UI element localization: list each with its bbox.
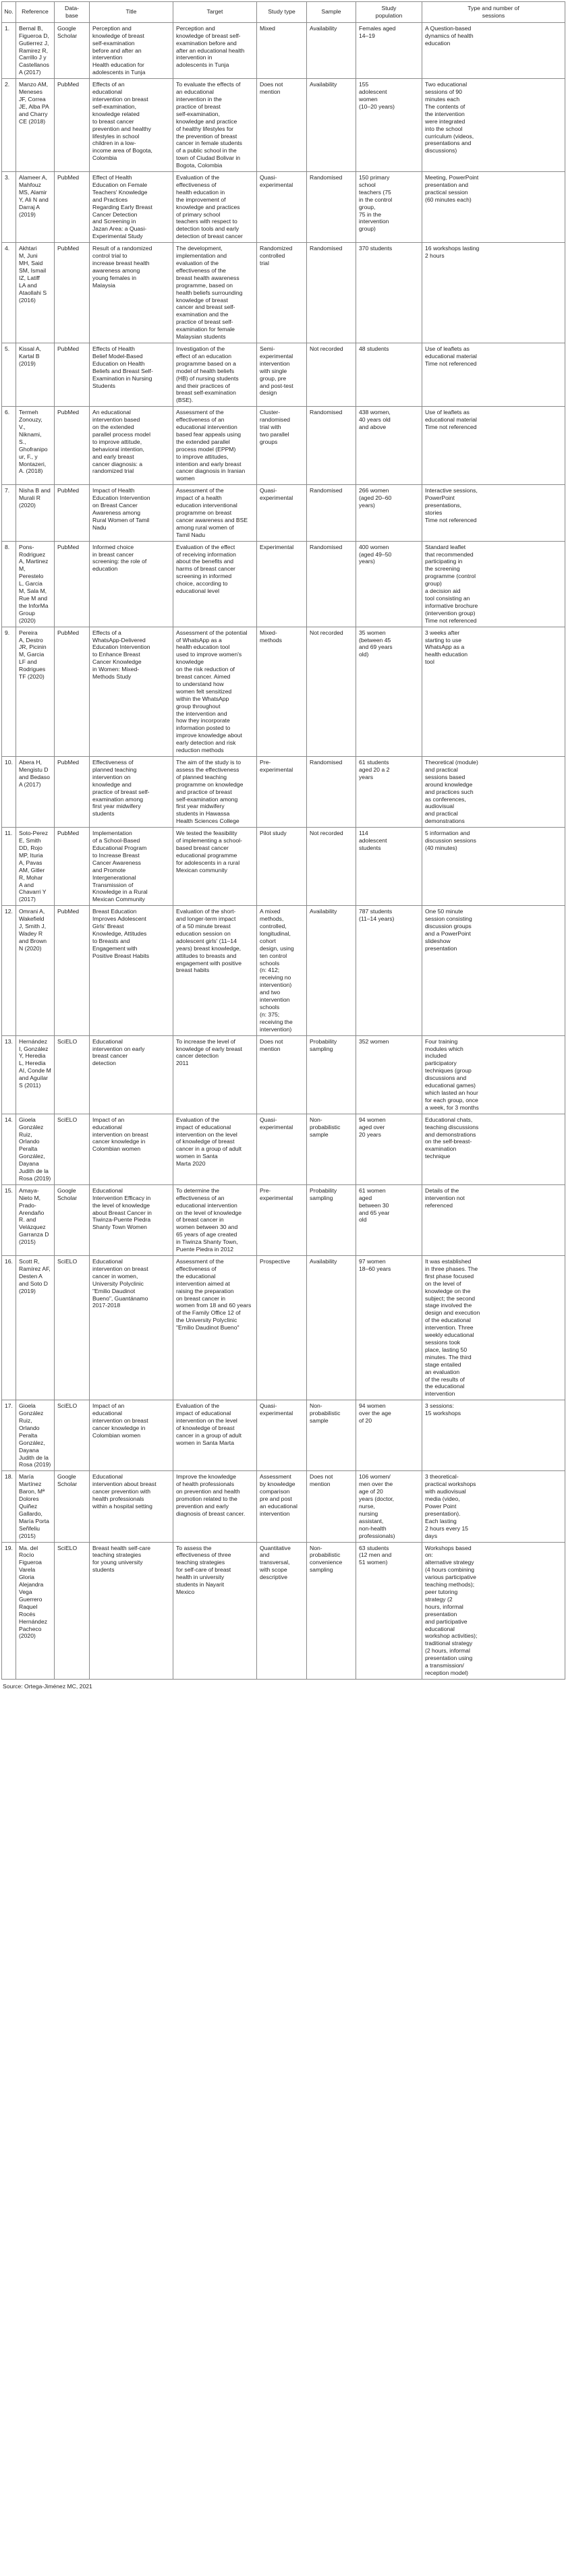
cell-no: 19. xyxy=(2,1542,16,1679)
cell-target: Evaluation of the impact of educational intervention on the level of knowledge of breast cancer in a group of adult women in Santa Marta 2020 xyxy=(173,1114,257,1184)
cell-title: Impact of an educational intervention on breast cancer knowledge in Colombian women xyxy=(90,1114,173,1184)
cell-no: 7. xyxy=(2,485,16,541)
cell-reference: Pereira A, Destro JR, Picinin M, Garcia LF and Rodrigues TF (2020) xyxy=(16,627,55,756)
cell-study-population: 266 women (aged 20–60 years) xyxy=(356,485,422,541)
cell-reference: Soto-Perez E, Smith DD, Rojo MP, Ituria A, Pavas AM, Gitler R, Mohar A and Chavarri Y (2017) xyxy=(16,828,55,906)
cell-sample: Non- probabilistic sample xyxy=(307,1114,356,1184)
cell-title: Result of a randomized control trial to increase breast health awareness among young females in Malaysia xyxy=(90,243,173,343)
cell-reference: Omrani A, Wakefield J, Smith J, Wadey R and Brown N (2020) xyxy=(16,906,55,1035)
table-header xyxy=(2,2,565,23)
cell-sessions: Meeting, PowerPoint presentation and practical session (60 minutes each) xyxy=(422,172,565,243)
header-sessions: Type and number of sessions xyxy=(422,2,565,23)
cell-study-population: 370 students xyxy=(356,243,422,343)
cell-no: 8. xyxy=(2,541,16,627)
cell-no: 15. xyxy=(2,1184,16,1255)
cell-title: Breast Education Improves Adolescent Girls' Breast Knowledge, Attitudes to Breasts and Engagement with Positive Breast Habits xyxy=(90,906,173,1035)
cell-database: PubMed xyxy=(55,627,90,756)
cell-study-type: Pilot study xyxy=(257,828,307,906)
cell-database: SciELO xyxy=(55,1035,90,1114)
cell-study-type: Does not mention xyxy=(257,1035,307,1114)
header-target: Target xyxy=(173,2,257,23)
header-reference: Reference xyxy=(16,2,55,23)
cell-target: Assessment of the effectiveness of the educational intervention aimed at raising the preparation on breast cancer in women from 18 and 60 years of the Family Office 12 of the University Polyclinic "Emilio Daudinot Bueno" xyxy=(173,1256,257,1400)
cell-reference: Abera H, Mengistu D and Bedaso A (2017) xyxy=(16,757,55,828)
cell-sessions: Use of leaflets as educational material Time not referenced xyxy=(422,343,565,406)
cell-title: Effects of a WhatsApp-Delivered Education Intervention to Enhance Breast Cancer Knowledge in Women: Mixed- Methods Study xyxy=(90,627,173,756)
cell-target: To increase the level of knowledge of early breast cancer detection 2011 xyxy=(173,1035,257,1114)
cell-study-population: 61 students aged 20 a 2 years xyxy=(356,757,422,828)
cell-sample: Randomised xyxy=(307,243,356,343)
cell-sessions: 3 weeks after starting to use WhatsApp as a health education tool xyxy=(422,627,565,756)
cell-sessions: It was established in three phases. The first phase focused on the level of knowledge on the subject; the second stage involved the design and execution of the educational intervention. Three weekly educational sessions took place, lasting 50 minutes. The third stage entailed an evaluation of the results of the educational intervention xyxy=(422,1256,565,1400)
cell-no: 11. xyxy=(2,828,16,906)
header-study-type: Study type xyxy=(257,2,307,23)
cell-title: Perception and knowledge of breast self-examination before and after an intervention Health education for adolescents in Tunja xyxy=(90,22,173,78)
cell-database: SciELO xyxy=(55,1256,90,1400)
cell-sessions: Details of the intervention not referenced xyxy=(422,1184,565,1255)
cell-study-type: Does not mention xyxy=(257,79,307,172)
cell-no: 5. xyxy=(2,343,16,406)
table-row xyxy=(2,343,565,406)
table-row xyxy=(2,906,565,1035)
cell-study-type: Quasi- experimental xyxy=(257,1400,307,1471)
cell-sample: Randomised xyxy=(307,485,356,541)
cell-study-type: Assessment by knowledge comparison pre and post an educational intervention xyxy=(257,1471,307,1542)
cell-sample: Randomised xyxy=(307,407,356,485)
table-row xyxy=(2,1256,565,1400)
cell-study-type: Randomized controlled trial xyxy=(257,243,307,343)
cell-no: 18. xyxy=(2,1471,16,1542)
cell-study-population: 352 women xyxy=(356,1035,422,1114)
cell-no: 10. xyxy=(2,757,16,828)
cell-sessions: 3 sessions: 15 workshops xyxy=(422,1400,565,1471)
cell-study-type: Quasi- experimental xyxy=(257,1114,307,1184)
header-database: Data- base xyxy=(55,2,90,23)
cell-title: Effectiveness of planned teaching intervention on knowledge and practice of breast self- examination among first year midwifery students xyxy=(90,757,173,828)
cell-title: Educational intervention about breast cancer prevention with health professionals within a hospital setting xyxy=(90,1471,173,1542)
cell-database: SciELO xyxy=(55,1400,90,1471)
cell-title: An educational intervention based on the extended parallel process model to improve attitude, behavioral intention, and early breast cancer diagnosis: a randomized trial xyxy=(90,407,173,485)
cell-database: PubMed xyxy=(55,485,90,541)
table-row xyxy=(2,1035,565,1114)
cell-study-type: Mixed- methods xyxy=(257,627,307,756)
cell-target: Evaluation of the short- and longer-term impact of a 50 minute breast education session on adolescent girls' (11–14 years) breast knowledge, attitudes to breasts and engagement with positive breast habits xyxy=(173,906,257,1035)
cell-reference: Gioela González Ruiz, Orlando Peralta González, Dayana Judith de la Rosa (2019) xyxy=(16,1114,55,1184)
cell-title: Educational intervention on early breast cancer detection xyxy=(90,1035,173,1114)
cell-reference: Hernández I, González Y, Heredia L, Heredia AI, Conde M and Aguilar S (2011) xyxy=(16,1035,55,1114)
cell-reference: Bernal B, Figueroa D, Gutierrez J, Ramirez R, Carrillo J y Castellanos A (2017) xyxy=(16,22,55,78)
cell-sample: Not recorded xyxy=(307,627,356,756)
cell-study-population: Females aged 14–19 xyxy=(356,22,422,78)
cell-database: Google Scholar xyxy=(55,1184,90,1255)
table-row xyxy=(2,22,565,78)
cell-target: Assessment of the potential of WhatsApp as a health education tool used to improve women's knowledge on the risk reduction of breast cancer. Aimed to understand how women felt sensitized within the WhatsApp group throughout the intervention and how they incorporate information posted to improve knowledge about early detection and risk reduction methods xyxy=(173,627,257,756)
cell-target: We tested the feasibility of implementing a school- based breast cancer educational programme for adolescents in a rural Mexican community xyxy=(173,828,257,906)
cell-title: Informed choice in breast cancer screening: the role of education xyxy=(90,541,173,627)
cell-title: Effect of Health Education on Female Teachers' Knowledge and Practices Regarding Early Breast Cancer Detection and Screening in Jazan Area: a Quasi- Experimental Study xyxy=(90,172,173,243)
cell-study-population: 438 women, 40 years old and above xyxy=(356,407,422,485)
cell-no: 6. xyxy=(2,407,16,485)
cell-reference: María Martínez Baron, Mª Dolores Quiñez Gallardo, María Porta Señfeliu (2015) xyxy=(16,1471,55,1542)
cell-target: To assess the effectiveness of three teaching strategies for self-care of breast health in university students in Nayarit Mexico xyxy=(173,1542,257,1679)
cell-reference: Pons- Rodriguez A, Martinez M, Perestelo L, Garcia M, Sala M, Rue M and the InforMa Group (2020) xyxy=(16,541,55,627)
cell-database: PubMed xyxy=(55,541,90,627)
cell-study-population: 114 adolescent students xyxy=(356,828,422,906)
cell-study-population: 106 women/ men over the age of 20 years (doctor, nurse, nursing assistant, non-health professionals) xyxy=(356,1471,422,1542)
cell-reference: Kissal A, Kartal B (2019) xyxy=(16,343,55,406)
cell-sample: Availability xyxy=(307,1256,356,1400)
cell-sample: Availability xyxy=(307,79,356,172)
cell-study-type: Prospective xyxy=(257,1256,307,1400)
cell-sample: Does not mention xyxy=(307,1471,356,1542)
cell-sessions: Theoretical (module) and practical sessions based around knowledge and practices such as conferences, audiovisual and practical demonstrations xyxy=(422,757,565,828)
cell-target: Evaluation of the impact of educational intervention on the level of knowledge of breast cancer in a group of adult women in Santa Marta xyxy=(173,1400,257,1471)
cell-sample: Not recorded xyxy=(307,343,356,406)
cell-study-population: 61 women aged between 30 and 65 year old xyxy=(356,1184,422,1255)
cell-reference: Amaya- Nieto M, Prado- Arendaño R. and Velázquez Garranza D (2015) xyxy=(16,1184,55,1255)
cell-sample: Not recorded xyxy=(307,828,356,906)
cell-no: 9. xyxy=(2,627,16,756)
table-body xyxy=(2,22,565,1679)
cell-database: Google Scholar xyxy=(55,1471,90,1542)
cell-target: Assessment of the impact of a health education interventional programme on breast cancer awareness and BSE among rural women of Tamil Nadu xyxy=(173,485,257,541)
cell-sessions: 5 information and discussion sessions (40 minutes) xyxy=(422,828,565,906)
table-row xyxy=(2,1184,565,1255)
cell-study-population: 48 students xyxy=(356,343,422,406)
cell-database: Google Scholar xyxy=(55,22,90,78)
cell-reference: Scott R, Ramírez AF, Desten A and Soto D (2019) xyxy=(16,1256,55,1400)
cell-sessions: Workshops based on: alternative strategy (4 hours combining various participative teaching methods); peer tutoring strategy (2 hours, informal presentation and participative educational workshop activities); traditional strategy (2 hours, informal presentation using a transmission/ reception model) xyxy=(422,1542,565,1679)
cell-sessions: A Question-based dynamics of health education xyxy=(422,22,565,78)
cell-study-population: 35 women (between 45 and 69 years old) xyxy=(356,627,422,756)
cell-reference: Manzo AM, Meneses JF, Correa JE, Alba PA and Charry CE (2018) xyxy=(16,79,55,172)
header-study-population: Study population xyxy=(356,2,422,23)
cell-database: SciELO xyxy=(55,1542,90,1679)
cell-reference: Gioela González Ruiz, Orlando Peralta González, Dayana Judith de la Rosa (2019) xyxy=(16,1400,55,1471)
cell-database: PubMed xyxy=(55,407,90,485)
table-row xyxy=(2,541,565,627)
table-row xyxy=(2,828,565,906)
review-table xyxy=(1,1,565,1680)
cell-title: Implementation of a School-Based Educational Program to Increase Breast Cancer Awareness and Promote Intergenerational Transmission of Knowledge in a Rural Mexican Community xyxy=(90,828,173,906)
cell-no: 1. xyxy=(2,22,16,78)
cell-title: Educational intervention on breast cancer in women, University Polyclinic "Emilio Daudinot Bueno", Guantánamo 2017-2018 xyxy=(90,1256,173,1400)
cell-study-population: 787 students (11–14 years) xyxy=(356,906,422,1035)
cell-study-population: 94 women over the age of 20 xyxy=(356,1400,422,1471)
cell-sessions: Use of leaflets as educational material Time not referenced xyxy=(422,407,565,485)
cell-target: Evaluation of the effect of receiving information about the benefits and harms of breast cancer screening in informed choice, according to educational level xyxy=(173,541,257,627)
table-row xyxy=(2,243,565,343)
table-row xyxy=(2,757,565,828)
cell-study-population: 155 adolescent women (10–20 years) xyxy=(356,79,422,172)
cell-study-type: Quasi- experimental xyxy=(257,172,307,243)
cell-sessions: Standard leaflet that recommended participating in the screening programme (control group) a decision aid tool consisting an informative brochure (intervention group) Time not referenced xyxy=(422,541,565,627)
cell-target: Perception and knowledge of breast self- examination before and after an educational health intervention in adolescents in Tunja xyxy=(173,22,257,78)
cell-study-type: Pre- experimental xyxy=(257,1184,307,1255)
cell-no: 16. xyxy=(2,1256,16,1400)
cell-sessions: One 50 minute session consisting discussion groups and a PowerPoint slideshow presentation xyxy=(422,906,565,1035)
cell-no: 4. xyxy=(2,243,16,343)
header-sample: Sample xyxy=(307,2,356,23)
cell-sessions: Educational chats, teaching discussions and demonstrations on the self-breast- examination technique xyxy=(422,1114,565,1184)
cell-sample: Non- probabilistic sample xyxy=(307,1400,356,1471)
cell-target: Assessment of the effectiveness of an educational intervention based fear appeals using the extended parallel process model (EPPM) to improve attitudes, intention and early breast cancer diagnosis in Iranian women xyxy=(173,407,257,485)
table-row xyxy=(2,627,565,756)
cell-database: PubMed xyxy=(55,828,90,906)
cell-study-population: 94 women aged over 20 years xyxy=(356,1114,422,1184)
cell-study-type: A mixed methods, controlled, longitudinal, cohort design, using ten control schools (n: 412; receiving no intervention) and two intervention schools (n: 375; receiving the intervention) xyxy=(257,906,307,1035)
cell-database: PubMed xyxy=(55,757,90,828)
header-row xyxy=(2,2,565,23)
cell-sample: Probability sampling xyxy=(307,1184,356,1255)
cell-study-type: Mixed xyxy=(257,22,307,78)
cell-reference: Nisha B and Murali R (2020) xyxy=(16,485,55,541)
table-row xyxy=(2,1471,565,1542)
cell-sample: Availability xyxy=(307,906,356,1035)
cell-title: Effects of Health Belief Model-Based Education on Health Beliefs and Breast Self- Examination in Nursing Students xyxy=(90,343,173,406)
cell-target: The development, implementation and evaluation of the effectiveness of the breast health awareness programme, based on health beliefs surrounding knowledge of breast cancer and breast self- examination and the practice of breast self- examination for female Malaysian students xyxy=(173,243,257,343)
cell-sessions: Interactive sessions, PowerPoint presentations, stories Time not referenced xyxy=(422,485,565,541)
cell-reference: Termeh Zonouzy, V., Niknami, S., Ghofranipo ur, F., y Montazeri, A. (2018) xyxy=(16,407,55,485)
cell-no: 13. xyxy=(2,1035,16,1114)
cell-study-type: Pre- experimental xyxy=(257,757,307,828)
cell-reference: Ma. del Rocío Figueroa Varela Gloria Alejandra Vega Guerrero Raquel Rocés Hernández Pacheco (2020) xyxy=(16,1542,55,1679)
table-row xyxy=(2,407,565,485)
cell-database: PubMed xyxy=(55,906,90,1035)
cell-target: Investigation of the effect of an education programme based on a model of health beliefs (HB) of nursing students and their practices of breast self-examination (BSE). xyxy=(173,343,257,406)
cell-sessions: 16 workshops lasting 2 hours xyxy=(422,243,565,343)
cell-title: Effects of an educational intervention on breast self-examination, knowledge related to breast cancer prevention and healthy lifestyles in school children in a low- income area of Bogota, Colombia xyxy=(90,79,173,172)
cell-sample: Availability xyxy=(307,22,356,78)
header-title: Title xyxy=(90,2,173,23)
cell-study-population: 97 women 18–60 years xyxy=(356,1256,422,1400)
cell-title: Impact of an educational intervention on breast cancer knowledge in Colombian women xyxy=(90,1400,173,1471)
cell-study-type: Semi- experimental intervention with single group, pre and post-test design xyxy=(257,343,307,406)
cell-target: The aim of the study is to assess the effectiveness of planned teaching programme on knowledge and practice of breast self-examination among first year midwifery students in Hawassa Health Sciences College xyxy=(173,757,257,828)
table-row xyxy=(2,1114,565,1184)
source-note: Source: Ortega-Jiménez MC, 2021 xyxy=(3,1682,92,1690)
cell-reference: Akhtari M, Juni MH, Said SM, Ismail IZ, Latiff LA and Ataollahi S (2016) xyxy=(16,243,55,343)
cell-database: PubMed xyxy=(55,343,90,406)
cell-sessions: 3 theoretical- practical workshops with audiovisual media (video, Power Point presentation). Each lasting 2 hours every 15 days xyxy=(422,1471,565,1542)
cell-title: Impact of Health Education Intervention on Breast Cancer Awareness among Rural Women of Tamil Nadu xyxy=(90,485,173,541)
cell-database: PubMed xyxy=(55,172,90,243)
cell-study-population: 400 women (aged 49–50 years) xyxy=(356,541,422,627)
cell-target: To evaluate the effects of an educational intervention in the practice of breast self-examination, knowledge and practice of healthy lifestyles for the prevention of breast cancer in female students of a public school in the town of Ciudad Bolivar in Bogota, Colombia xyxy=(173,79,257,172)
cell-sample: Randomised xyxy=(307,541,356,627)
cell-study-type: Quantitative and transversal, with scope descriptive xyxy=(257,1542,307,1679)
cell-target: To determine the effectiveness of an educational intervention on the level of knowledge of breast cancer in women between 30 and 65 years of age created in Tiwinza Shanty Town, Puente Piedra in 2012 xyxy=(173,1184,257,1255)
cell-sample: Randomised xyxy=(307,757,356,828)
cell-title: Breast health self-care teaching strategies for young university students xyxy=(90,1542,173,1679)
cell-title: Educational Intervention Efficacy in the level of knowledge about Breast Cancer in Tiwinza-Puente Piedra Shanty Town Women xyxy=(90,1184,173,1255)
cell-sessions: Four training modules which included participatory techniques (group discussions and educational games) which lasted an hour for each group, once a week, for 3 months xyxy=(422,1035,565,1114)
table-row xyxy=(2,1542,565,1679)
cell-no: 14. xyxy=(2,1114,16,1184)
cell-study-population: 63 students (12 men and 51 women) xyxy=(356,1542,422,1679)
table-row xyxy=(2,485,565,541)
cell-sample: Non- probabilistic convenience sampling xyxy=(307,1542,356,1679)
cell-target: Evaluation of the effectiveness of health education in the improvement of knowledge and practices of primary school teachers with respect to detection tools and early detection of breast cancer xyxy=(173,172,257,243)
cell-study-type: Quasi- experimental xyxy=(257,485,307,541)
cell-database: PubMed xyxy=(55,79,90,172)
cell-sample: Randomised xyxy=(307,172,356,243)
table-row xyxy=(2,79,565,172)
cell-study-type: Cluster- randomised trial with two parallel groups xyxy=(257,407,307,485)
cell-no: 3. xyxy=(2,172,16,243)
cell-no: 2. xyxy=(2,79,16,172)
table-row xyxy=(2,172,565,243)
cell-sessions: Two educational sessions of 90 minutes each The contents of the intervention were integrated into the school curriculum (videos, presentations and discussions) xyxy=(422,79,565,172)
header-no: No. xyxy=(2,2,16,23)
cell-study-population: 150 primary school teachers (75 in the control group, 75 in the intervention group) xyxy=(356,172,422,243)
cell-study-type: Experimental xyxy=(257,541,307,627)
cell-database: SciELO xyxy=(55,1114,90,1184)
cell-database: PubMed xyxy=(55,243,90,343)
cell-target: Improve the knowledge of health professionals on prevention and health promotion related to the prevention and early diagnosis of breast cancer. xyxy=(173,1471,257,1542)
cell-reference: Alameer A, Mahfouz MS, Alamir Y, Ali N and Darraj A (2019) xyxy=(16,172,55,243)
table-row xyxy=(2,1400,565,1471)
cell-no: 12. xyxy=(2,906,16,1035)
cell-sample: Probability sampling xyxy=(307,1035,356,1114)
cell-no: 17. xyxy=(2,1400,16,1471)
